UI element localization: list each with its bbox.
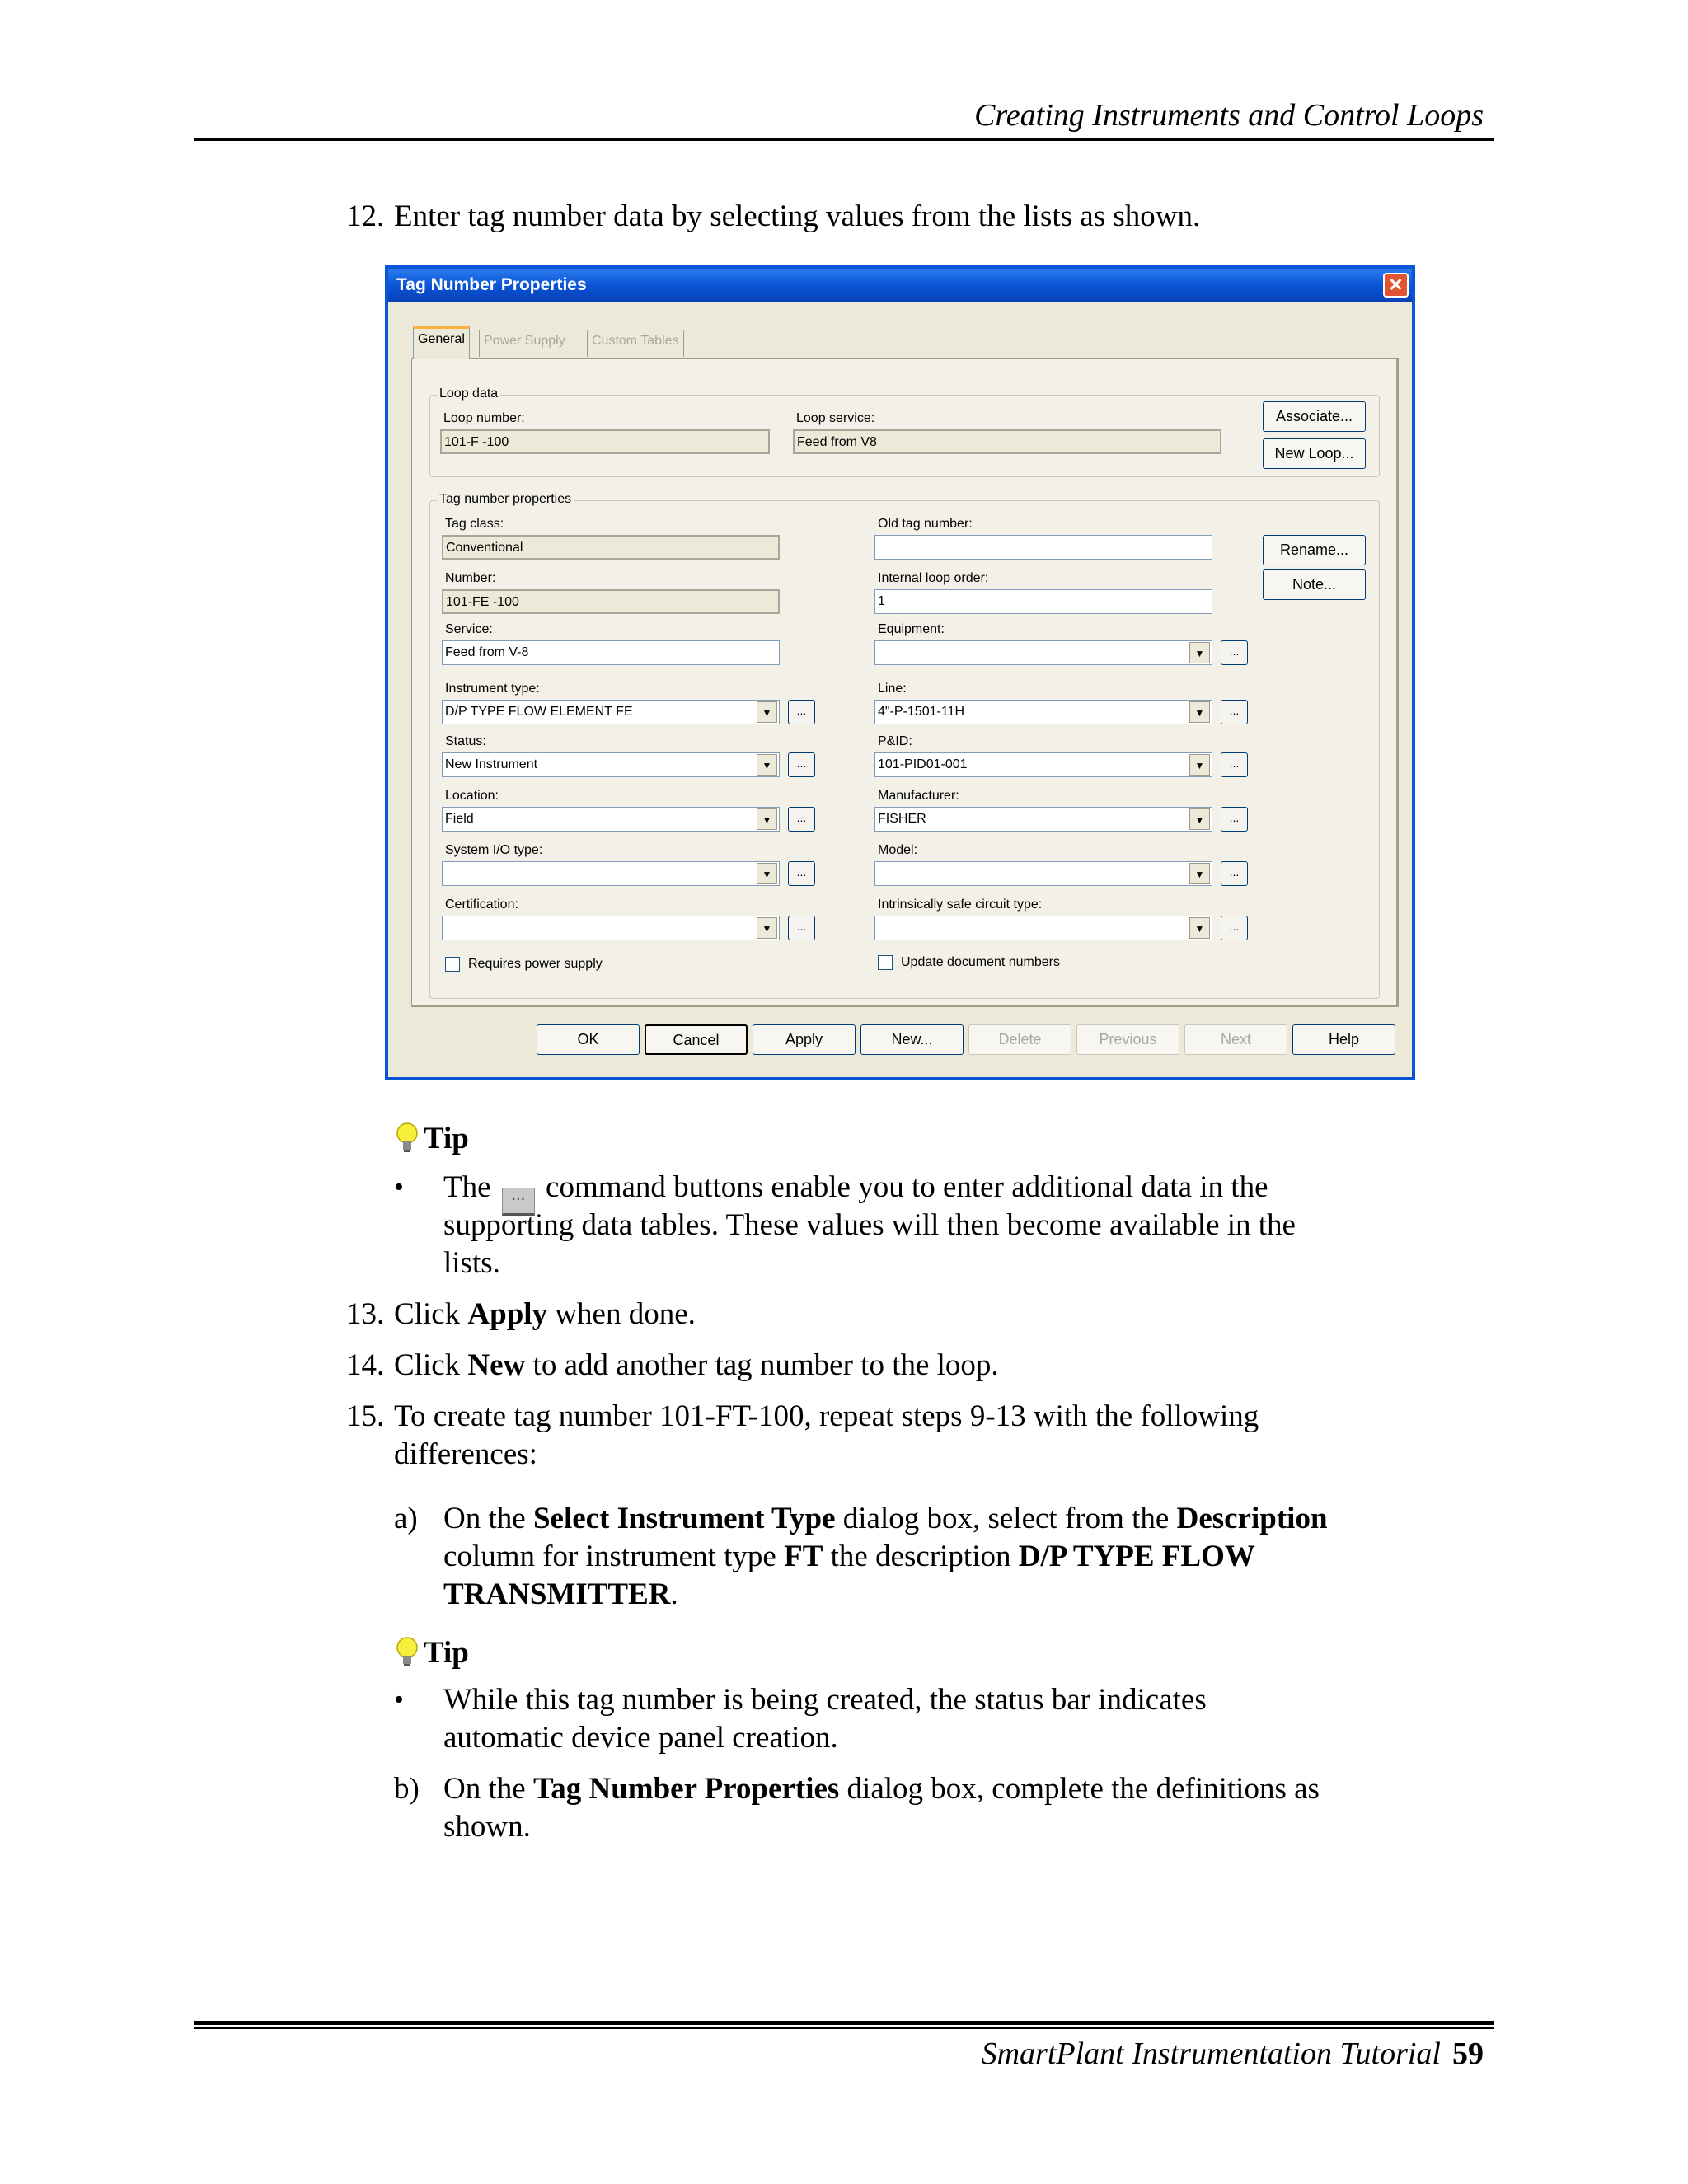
tip-label: Tip (424, 1121, 469, 1155)
tip-2-line-2: automatic device panel creation. (443, 1721, 838, 1755)
step-13-number: 13. (346, 1297, 385, 1331)
tab-general[interactable]: General (413, 326, 470, 359)
substep-a-line-1 (443, 1500, 1328, 1538)
loop-service-label: Loop service: (796, 411, 875, 425)
chevron-down-icon[interactable]: ▼ (1189, 863, 1210, 884)
tip-heading (394, 1633, 469, 1671)
step-15-line-2: differences: (394, 1437, 537, 1471)
lightbulb-icon (394, 1636, 420, 1669)
associate-button[interactable]: Associate... (1263, 401, 1366, 432)
lightbulb-icon (394, 1122, 420, 1155)
instrument-type-label: Instrument type: (445, 682, 540, 696)
system-io-type-label: System I/O type: (445, 843, 543, 857)
line-value: 4"-P-1501-11H (878, 705, 964, 719)
tag-class-label: Tag class: (445, 517, 504, 531)
ellipsis-button-icon: ... (502, 1188, 535, 1216)
chevron-down-icon[interactable]: ▼ (1189, 754, 1210, 776)
step-15-line-1: To create tag number 101-FT-100, repeat steps 9-13 with the following (394, 1399, 1259, 1433)
step-13-bold: Apply (467, 1297, 548, 1331)
equipment-ellipsis-button[interactable]: ... (1221, 640, 1248, 665)
manufacturer-ellipsis-button[interactable]: ... (1221, 807, 1248, 832)
step-14-text (394, 1347, 999, 1385)
substep-b-line-1 (443, 1770, 1320, 1808)
help-button[interactable]: Help (1292, 1024, 1395, 1055)
update-document-numbers-label: Update document numbers (901, 955, 1060, 969)
step-12-text: Enter tag number data by selecting values from the lists as shown. (394, 199, 1201, 233)
page-number: 59 (1452, 2036, 1484, 2071)
tip-1-line-2: supporting data tables. These values will then become available in the (443, 1208, 1296, 1242)
certification-label: Certification: (445, 898, 518, 912)
system-io-type-select[interactable] (442, 861, 780, 886)
status-select[interactable] (442, 752, 780, 777)
delete-button[interactable]: Delete (968, 1024, 1071, 1055)
substep-a-marker: a) (394, 1502, 418, 1535)
footer-rule (194, 2027, 1494, 2029)
equipment-select[interactable] (874, 640, 1212, 665)
pid-ellipsis-button[interactable]: ... (1221, 752, 1248, 777)
close-icon[interactable]: ✕ (1383, 273, 1409, 298)
step-14-pre: Click (394, 1348, 461, 1382)
cancel-button[interactable]: Cancel (645, 1024, 748, 1055)
requires-power-supply-checkbox[interactable] (445, 957, 460, 972)
location-ellipsis-button[interactable]: ... (788, 807, 815, 832)
requires-power-supply-label: Requires power supply (468, 957, 603, 971)
model-ellipsis-button[interactable]: ... (1221, 861, 1248, 886)
pid-value: 101-PID01-001 (878, 757, 968, 771)
number-field: 101-FE -100 (442, 589, 780, 614)
step-13-pre: Click (394, 1297, 461, 1331)
dialog-titlebar (388, 269, 1412, 302)
chevron-down-icon[interactable]: ▼ (757, 754, 777, 776)
loop-data-label: Loop data (437, 387, 500, 401)
pid-label: P&ID: (878, 734, 912, 748)
step-12-number: 12. (346, 199, 385, 233)
substep-a-line-3 (443, 1576, 678, 1614)
step-13-text (394, 1296, 696, 1333)
status-label: Status: (445, 734, 486, 748)
service-input[interactable]: Feed from V-8 (442, 640, 780, 665)
status-ellipsis-button[interactable]: ... (788, 752, 815, 777)
substep-a-bold-1: Select Instrument Type (532, 1502, 836, 1535)
tip-label: Tip (424, 1635, 469, 1670)
note-button[interactable]: Note... (1263, 569, 1366, 600)
step-15-number: 15. (346, 1399, 385, 1433)
manufacturer-value: FISHER (878, 812, 926, 826)
manufacturer-select[interactable] (874, 807, 1212, 832)
substep-a-bold-5: TRANSMITTER (443, 1577, 671, 1611)
instrument-type-ellipsis-button[interactable]: ... (788, 700, 815, 724)
step-13-post: when done. (555, 1297, 696, 1331)
internal-loop-order-input[interactable]: 1 (874, 589, 1212, 614)
substep-b-post: dialog box, complete the definitions as (846, 1772, 1320, 1806)
substep-a-bold-2: Description (1176, 1502, 1328, 1535)
next-button[interactable]: Next (1184, 1024, 1287, 1055)
apply-button[interactable]: Apply (753, 1024, 856, 1055)
instrument-type-select[interactable] (442, 700, 780, 724)
equipment-label: Equipment: (878, 622, 945, 636)
tip-1-pre: The (443, 1170, 491, 1204)
line-ellipsis-button[interactable]: ... (1221, 700, 1248, 724)
service-label: Service: (445, 622, 493, 636)
number-label: Number: (445, 571, 496, 585)
loop-number-label: Loop number: (443, 411, 525, 425)
chevron-down-icon[interactable]: ▼ (1189, 701, 1210, 723)
line-label: Line: (878, 682, 907, 696)
substep-a-line-2 (443, 1538, 1255, 1576)
loop-number-field: 101-F -100 (440, 429, 770, 454)
tip-1-line-3: lists. (443, 1246, 500, 1280)
location-label: Location: (445, 789, 499, 803)
substep-a-bold-3: FT (784, 1540, 823, 1573)
tab-power-supply[interactable]: Power Supply (479, 330, 570, 357)
ok-button[interactable]: OK (537, 1024, 640, 1055)
substep-a-line-2-mid: the description (830, 1540, 1011, 1573)
tip-2-line-1: While this tag number is being created, the status bar indicates (443, 1683, 1207, 1717)
tag-number-properties-label: Tag number properties (437, 492, 574, 507)
chevron-down-icon[interactable]: ▼ (757, 808, 777, 830)
substep-b-bold: Tag Number Properties (532, 1772, 840, 1806)
step-14-number: 14. (346, 1348, 385, 1382)
bullet-marker: • (394, 1685, 404, 1715)
isc-type-select[interactable] (874, 916, 1212, 940)
previous-button[interactable]: Previous (1076, 1024, 1179, 1055)
substep-b-pre: On the (443, 1772, 526, 1806)
location-value: Field (445, 812, 474, 826)
chevron-down-icon[interactable]: ▼ (1189, 642, 1210, 663)
substep-a-mid: dialog box, select from the (842, 1502, 1170, 1535)
substep-a-pre: On the (443, 1502, 526, 1535)
pid-select[interactable] (874, 752, 1212, 777)
chevron-down-icon[interactable]: ▼ (1189, 808, 1210, 830)
internal-loop-order-label: Internal loop order: (878, 571, 989, 585)
footer-title: SmartPlant Instrumentation Tutorial (981, 2036, 1441, 2071)
dialog-title: Tag Number Properties (396, 275, 587, 294)
substep-a-line-2-pre: column for instrument type (443, 1540, 776, 1573)
tip-heading (394, 1119, 469, 1157)
chevron-down-icon[interactable]: ▼ (1189, 917, 1210, 939)
old-tag-number-label: Old tag number: (878, 517, 973, 531)
rename-button[interactable]: Rename... (1263, 535, 1366, 565)
footer-rule (194, 2021, 1494, 2025)
running-header: Creating Instruments and Control Loops (974, 98, 1484, 133)
substep-a-bold-4: D/P TYPE FLOW (1018, 1540, 1255, 1573)
bullet-marker: • (394, 1172, 404, 1202)
running-footer (982, 2036, 1484, 2072)
location-select[interactable] (442, 807, 780, 832)
step-14-post: to add another tag number to the loop. (532, 1348, 999, 1382)
substep-a-end: . (670, 1577, 678, 1611)
new-button[interactable]: New... (860, 1024, 964, 1055)
line-select[interactable] (874, 700, 1212, 724)
tab-custom-tables[interactable]: Custom Tables (587, 330, 684, 357)
isc-type-ellipsis-button[interactable]: ... (1221, 916, 1248, 940)
old-tag-number-input[interactable] (874, 535, 1212, 560)
model-select[interactable] (874, 861, 1212, 886)
step-14-bold: New (467, 1348, 526, 1382)
chevron-down-icon[interactable]: ▼ (757, 863, 777, 884)
manufacturer-label: Manufacturer: (878, 789, 959, 803)
tip-1-post: command buttons enable you to enter additional data in the (546, 1170, 1268, 1204)
certification-ellipsis-button[interactable]: ... (788, 916, 815, 940)
new-loop-button[interactable]: New Loop... (1263, 438, 1366, 469)
update-document-numbers-checkbox[interactable] (878, 955, 893, 970)
instrument-type-value: D/P TYPE FLOW ELEMENT FE (445, 705, 633, 719)
chevron-down-icon[interactable]: ▼ (757, 917, 777, 939)
certification-select[interactable] (442, 916, 780, 940)
substep-b-marker: b) (394, 1772, 420, 1806)
tag-class-field: Conventional (442, 535, 780, 560)
general-tab-panel (411, 358, 1399, 1007)
system-io-ellipsis-button[interactable]: ... (788, 861, 815, 886)
model-label: Model: (878, 843, 918, 857)
chevron-down-icon[interactable]: ▼ (757, 701, 777, 723)
status-value: New Instrument (445, 757, 538, 771)
tag-number-properties-dialog (385, 265, 1415, 1080)
loop-service-field: Feed from V8 (793, 429, 1221, 454)
isc-type-label: Intrinsically safe circuit type: (878, 898, 1043, 912)
header-rule (194, 138, 1494, 141)
substep-b-line-2: shown. (443, 1810, 531, 1844)
